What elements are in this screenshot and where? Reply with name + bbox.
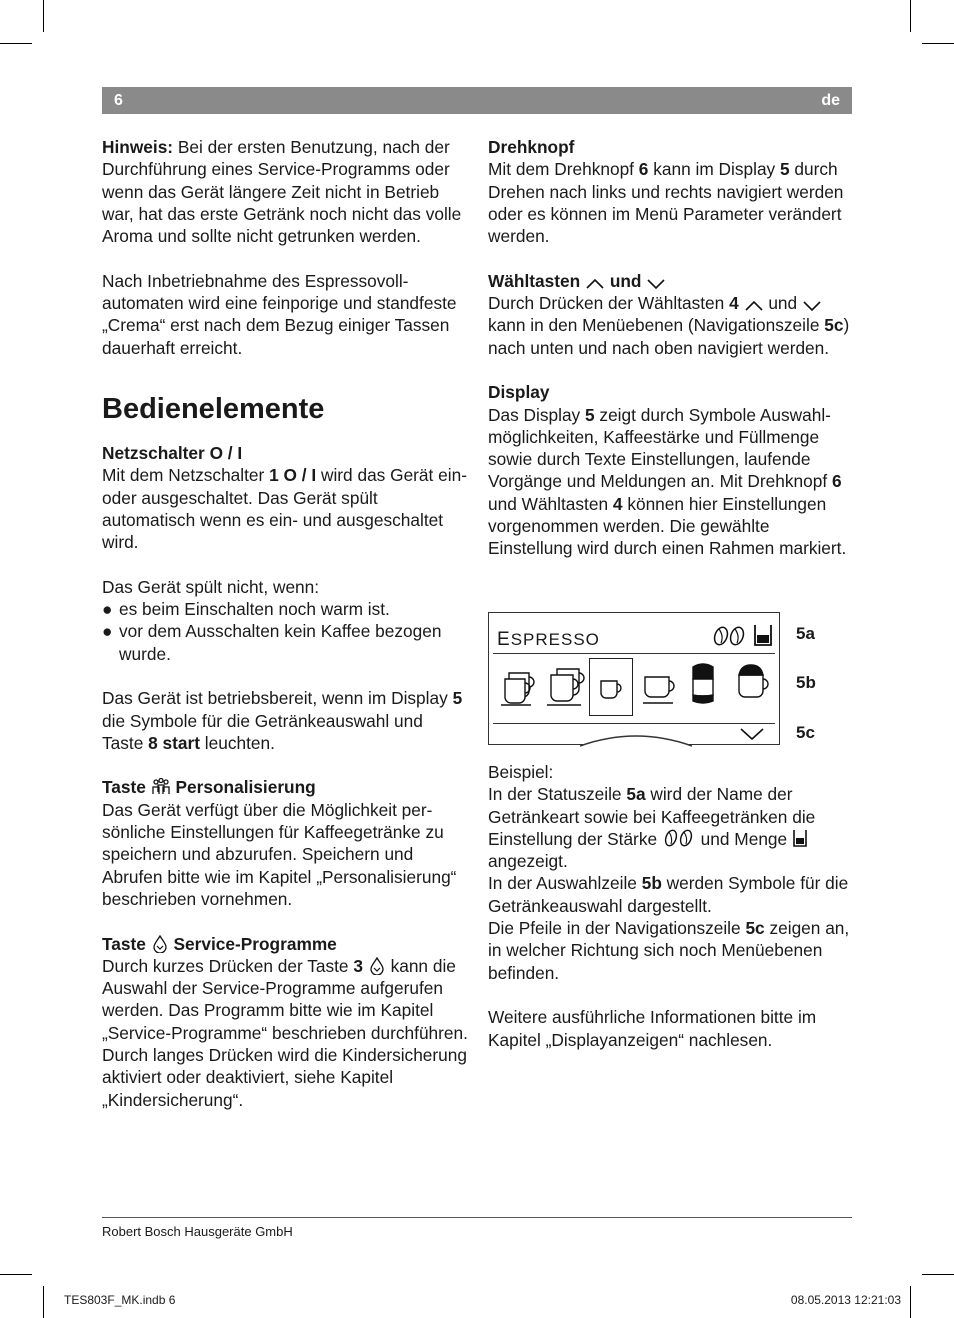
double-cup-icon xyxy=(501,673,534,705)
label-5c: 5c xyxy=(796,723,815,742)
service-drop-icon xyxy=(151,935,169,953)
latte-glass-icon xyxy=(693,664,713,703)
bullet-icon: ● xyxy=(102,621,113,642)
strength-beans-icon xyxy=(662,828,696,848)
drehknopf-heading: Drehknopf xyxy=(488,137,575,157)
left-column xyxy=(102,136,468,1111)
crop-mark xyxy=(922,43,954,44)
chevron-down-icon xyxy=(646,276,666,290)
list-item: ● es beim Einschalten noch warm ist. xyxy=(102,599,390,620)
slug-left: TES803F_MK.indb 6 xyxy=(64,1293,176,1307)
slug-right: 08.05.2013 12:21:03 xyxy=(790,1293,901,1307)
crop-mark xyxy=(43,0,44,32)
waehltasten-text: Durch Drücken der Wähltasten 4 und kann in den Menüebenen (Navigationszeile 5c) nach unten und nach oben navigiert werden. xyxy=(488,293,850,358)
hinweis-paragraph: Hinweis: Bei der ersten Benutzung, nach der Durchführung eines Service-Programms oder wenn das Gerät längere Zeit nicht in Betrieb war, hat das erste Getränk noch nicht das volle Aroma und sollte nicht getrunken werden. xyxy=(102,137,462,247)
netzschalter-text: Mit dem Netzschalter 1 O / I wird das Gerät ein- oder ausgeschaltet. Das Gerät spült automatisch wenn es ein- und ausgeschaltet wird. xyxy=(102,465,467,553)
fill-volume-icon xyxy=(792,828,808,848)
footer-divider xyxy=(102,1217,852,1218)
display-text: Das Display 5 zeigt durch Symbole Auswahlmöglichkeiten, Kaffeestärke und Füllmenge sowie durch Texte Einstellungen, laufende Vorgänge und Meldungen an. Mit Drehknopf 6 und Wähltasten 4 können hier Einstellungen vorgenommen werden. Die gewählte Einstellung wird durch einen Rahmen markiert. xyxy=(488,404,847,559)
crop-mark xyxy=(910,0,911,32)
beispiel-statuszeile: In der Statuszeile 5a wird der Name der Getränkeart sowie bei Kaffeegetränken die Einstellung der Stärke und Menge angezeigt. xyxy=(488,784,816,872)
personalisierung-heading: Taste Personalisierung xyxy=(102,777,316,798)
display-illustration xyxy=(488,612,780,745)
service-heading: Taste Service-Programme xyxy=(102,933,337,954)
crop-mark xyxy=(43,1286,44,1318)
beispiel-navigationszeile: Die Pfeile in der Navigationszeile 5c zeigen an, in welcher Richtung sich noch Menüebenen befinden. xyxy=(488,918,850,983)
display-bottom-arc xyxy=(580,734,692,748)
status-line-title: ESPRESSO xyxy=(497,629,600,650)
beispiel-auswahlzeile: In der Auswahlzeile 5b werden Symbole für die Getränkeauswahl dargestellt. xyxy=(488,873,849,916)
service-drop-icon xyxy=(368,957,386,975)
display-heading: Display xyxy=(488,382,550,403)
beispiel-label: Beispiel: xyxy=(488,762,554,782)
cappuccino-cup-icon xyxy=(739,665,768,697)
beverage-icons-row xyxy=(499,663,769,715)
label-5b: 5b xyxy=(796,673,816,692)
double-large-cup-icon xyxy=(547,669,584,705)
section-title: Bedienelemente xyxy=(102,392,325,425)
coffee-cup-icon xyxy=(643,677,674,703)
list-item: ● vor dem Ausschalten kein Kaffee bezogen wurde. xyxy=(102,621,442,664)
espresso-cup-icon xyxy=(601,681,621,698)
chevron-up-icon xyxy=(744,298,764,312)
right-column-lower xyxy=(488,761,854,1051)
waehltasten-heading: Wähltasten und xyxy=(488,270,854,292)
crop-mark xyxy=(0,1274,32,1275)
language-code: de xyxy=(821,92,840,109)
footer-company: Robert Bosch Hausgeräte GmbH xyxy=(102,1224,293,1239)
netzschalter-heading: Netzschalter O / I xyxy=(102,442,243,463)
display-divider xyxy=(493,723,775,724)
chevron-down-icon xyxy=(802,298,822,312)
crop-mark xyxy=(922,1274,954,1275)
right-column xyxy=(488,136,854,560)
page-number: 6 xyxy=(114,92,123,109)
crema-paragraph: Nach Inbetriebnahme des Espressovollautomaten wird eine feinporige und standfeste „Crema“ erst nach dem Bezug einiger Tassen dauerhaft erreicht. xyxy=(102,270,457,358)
page-header xyxy=(102,87,852,114)
personalisation-icon xyxy=(151,778,171,796)
chevron-up-icon xyxy=(585,276,605,290)
spuelt-intro: Das Gerät spült nicht, wenn: xyxy=(102,576,320,597)
drehknopf-text: Mit dem Drehknopf 6 kann im Display 5 durch Drehen nach links und rechts navigiert werden oder es können im Menü Parameter verändert werden. xyxy=(488,159,844,247)
bullet-icon: ● xyxy=(102,599,113,620)
label-5a: 5a xyxy=(796,624,815,643)
weitere-info: Weitere ausführliche Informationen bitte im Kapitel „Displayanzeigen“ nachlesen. xyxy=(488,1007,817,1050)
display-divider xyxy=(493,653,775,654)
betriebsbereit-paragraph: Das Gerät ist betriebsbereit, wenn im Display 5 die Symbole für die Getränkeauswahl und Taste 8 start leuchten. xyxy=(102,688,463,753)
strength-beans-icon xyxy=(711,621,775,649)
chevron-down-icon xyxy=(739,727,765,741)
service-text: Durch kurzes Drücken der Taste 3 kann die Auswahl der Service-Programme aufgerufen werden. Das Programm bitte wie im Kapitel „Service-Programme“ beschrieben durchführen. xyxy=(102,955,468,1043)
hinweis-label: Hinweis: xyxy=(102,137,174,157)
personalisierung-text: Das Gerät verfügt über die Möglichkeit persönliche Einstellungen für Kaffeegetränke zu speichern und abzurufen. Speichern und Abrufen bitte wie im Kapitel „Personalisierung“ beschrieben vornehmen. xyxy=(102,799,457,909)
kindersicherung-text: Durch langes Drücken wird die Kindersicherung aktiviert oder deaktiviert, siehe Kapitel „Kindersicherung“. xyxy=(102,1044,468,1110)
crop-mark xyxy=(0,43,32,44)
crop-mark xyxy=(910,1286,911,1318)
